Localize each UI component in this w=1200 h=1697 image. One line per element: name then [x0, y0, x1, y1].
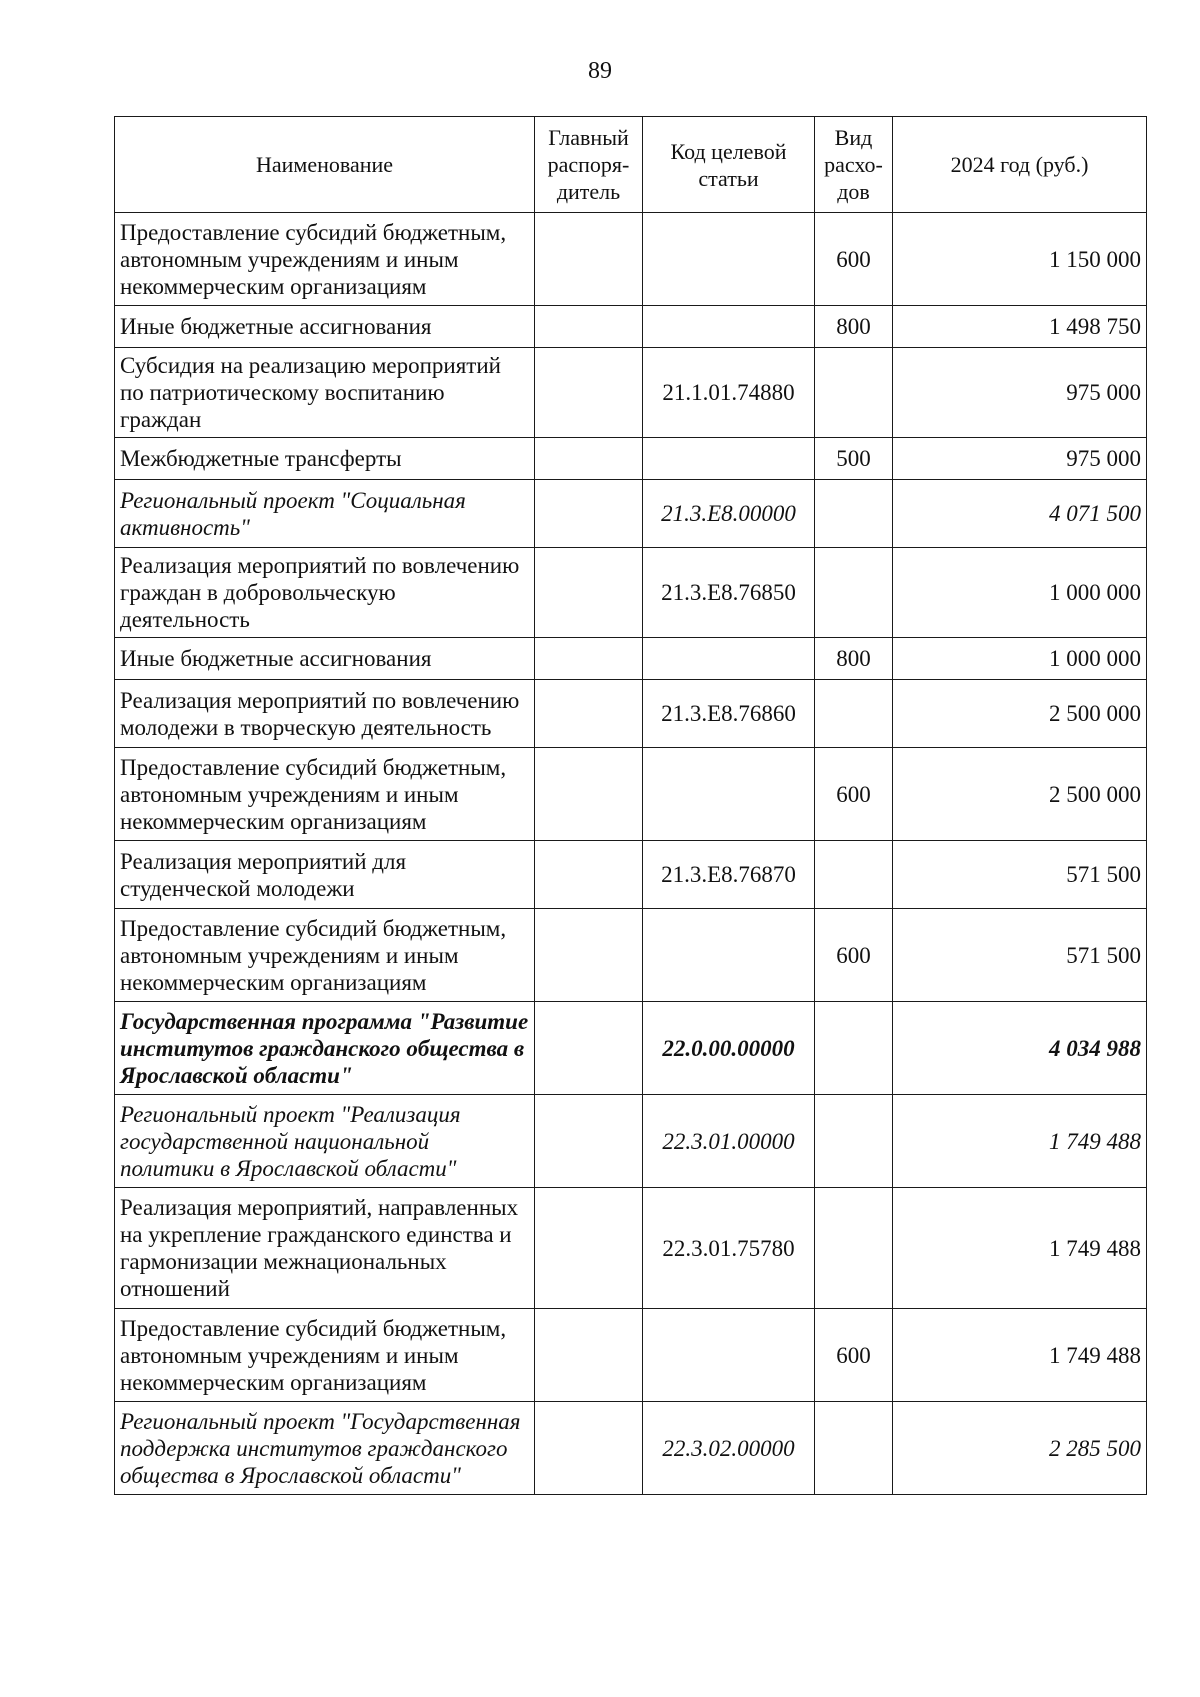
cell-kind: 600 — [815, 909, 893, 1002]
cell-code: 21.3.Е8.76870 — [643, 841, 815, 909]
cell-admin — [535, 1002, 643, 1095]
table-row — [115, 548, 1147, 638]
table-row — [115, 909, 1147, 1002]
cell-kind: 600 — [815, 1309, 893, 1402]
header-name: Наименование — [115, 117, 535, 213]
cell-admin — [535, 841, 643, 909]
cell-kind: 800 — [815, 638, 893, 680]
header-amount: 2024 год (руб.) — [893, 117, 1147, 213]
cell-code — [643, 438, 815, 480]
cell-kind — [815, 480, 893, 548]
cell-code — [643, 638, 815, 680]
cell-kind — [815, 1402, 893, 1495]
cell-kind — [815, 348, 893, 438]
cell-kind: 600 — [815, 213, 893, 306]
cell-code — [643, 1309, 815, 1402]
table-row — [115, 1309, 1147, 1402]
cell-name: Предоставление субсидий бюджетным, автономным учреждениям и иным некоммерческим организациям — [115, 748, 535, 841]
cell-kind: 500 — [815, 438, 893, 480]
cell-amount: 1 150 000 — [893, 213, 1147, 306]
cell-code: 22.3.02.00000 — [643, 1402, 815, 1495]
cell-code: 21.1.01.74880 — [643, 348, 815, 438]
cell-admin — [535, 638, 643, 680]
cell-admin — [535, 1188, 643, 1309]
cell-name: Реализация мероприятий для студенческой молодежи — [115, 841, 535, 909]
cell-name: Предоставление субсидий бюджетным, автономным учреждениям и иным некоммерческим организациям — [115, 909, 535, 1002]
table-row — [115, 438, 1147, 480]
table-row — [115, 213, 1147, 306]
table-row — [115, 1002, 1147, 1095]
budget-table — [114, 116, 1147, 1495]
cell-kind — [815, 841, 893, 909]
table-row — [115, 306, 1147, 348]
cell-code: 22.0.00.00000 — [643, 1002, 815, 1095]
cell-code: 22.3.01.00000 — [643, 1095, 815, 1188]
table-row — [115, 348, 1147, 438]
cell-amount: 1 000 000 — [893, 548, 1147, 638]
table-row — [115, 680, 1147, 748]
cell-kind — [815, 1188, 893, 1309]
cell-name: Государственная программа "Развитие институтов гражданского общества в Ярославской области" — [115, 1002, 535, 1095]
cell-kind — [815, 548, 893, 638]
cell-name: Иные бюджетные ассигнования — [115, 638, 535, 680]
cell-code: 21.3.Е8.76860 — [643, 680, 815, 748]
cell-amount: 1 749 488 — [893, 1188, 1147, 1309]
cell-amount: 571 500 — [893, 841, 1147, 909]
cell-name: Предоставление субсидий бюджетным, автономным учреждениям и иным некоммерческим организациям — [115, 1309, 535, 1402]
table-header-row — [115, 117, 1147, 213]
header-admin: Главный распоря-дитель — [535, 117, 643, 213]
cell-name: Реализация мероприятий по вовлечению граждан в добровольческую деятельность — [115, 548, 535, 638]
cell-code: 21.3.Е8.00000 — [643, 480, 815, 548]
cell-amount: 2 285 500 — [893, 1402, 1147, 1495]
table-row — [115, 841, 1147, 909]
cell-admin — [535, 306, 643, 348]
cell-admin — [535, 1309, 643, 1402]
table-row — [115, 1402, 1147, 1495]
cell-admin — [535, 548, 643, 638]
cell-code — [643, 306, 815, 348]
cell-admin — [535, 438, 643, 480]
cell-name: Межбюджетные трансферты — [115, 438, 535, 480]
header-code: Код целевой статьи — [643, 117, 815, 213]
cell-code — [643, 213, 815, 306]
cell-name: Региональный проект "Реализация государственной национальной политики в Ярославской области" — [115, 1095, 535, 1188]
cell-code — [643, 909, 815, 1002]
cell-code: 22.3.01.75780 — [643, 1188, 815, 1309]
cell-admin — [535, 748, 643, 841]
cell-amount: 571 500 — [893, 909, 1147, 1002]
cell-amount: 1 000 000 — [893, 638, 1147, 680]
cell-name: Иные бюджетные ассигнования — [115, 306, 535, 348]
cell-name: Предоставление субсидий бюджетным, автономным учреждениям и иным некоммерческим организациям — [115, 213, 535, 306]
table-row — [115, 748, 1147, 841]
cell-amount: 1 749 488 — [893, 1095, 1147, 1188]
cell-name: Субсидия на реализацию мероприятий по патриотическому воспитанию граждан — [115, 348, 535, 438]
cell-amount: 2 500 000 — [893, 680, 1147, 748]
cell-kind: 800 — [815, 306, 893, 348]
cell-amount: 2 500 000 — [893, 748, 1147, 841]
table-row — [115, 480, 1147, 548]
cell-code: 21.3.Е8.76850 — [643, 548, 815, 638]
cell-amount: 4 034 988 — [893, 1002, 1147, 1095]
cell-amount: 975 000 — [893, 438, 1147, 480]
cell-kind — [815, 1095, 893, 1188]
page-number: 89 — [588, 58, 612, 84]
cell-admin — [535, 680, 643, 748]
table-body — [115, 213, 1147, 1495]
cell-admin — [535, 1095, 643, 1188]
cell-amount: 1 498 750 — [893, 306, 1147, 348]
cell-admin — [535, 480, 643, 548]
cell-name: Региональный проект "Социальная активность" — [115, 480, 535, 548]
cell-admin — [535, 213, 643, 306]
cell-admin — [535, 1402, 643, 1495]
cell-name: Региональный проект "Государственная поддержка институтов гражданского общества в Ярославской области" — [115, 1402, 535, 1495]
table-row — [115, 638, 1147, 680]
header-kind: Вид расхо-дов — [815, 117, 893, 213]
cell-name: Реализация мероприятий по вовлечению молодежи в творческую деятельность — [115, 680, 535, 748]
cell-kind — [815, 1002, 893, 1095]
cell-amount: 4 071 500 — [893, 480, 1147, 548]
cell-amount: 975 000 — [893, 348, 1147, 438]
cell-code — [643, 748, 815, 841]
table-row — [115, 1188, 1147, 1309]
table-row — [115, 1095, 1147, 1188]
cell-amount: 1 749 488 — [893, 1309, 1147, 1402]
cell-name: Реализация мероприятий, направленных на укрепление гражданского единства и гармонизации межнациональных отношений — [115, 1188, 535, 1309]
cell-admin — [535, 348, 643, 438]
cell-kind: 600 — [815, 748, 893, 841]
cell-admin — [535, 909, 643, 1002]
cell-kind — [815, 680, 893, 748]
